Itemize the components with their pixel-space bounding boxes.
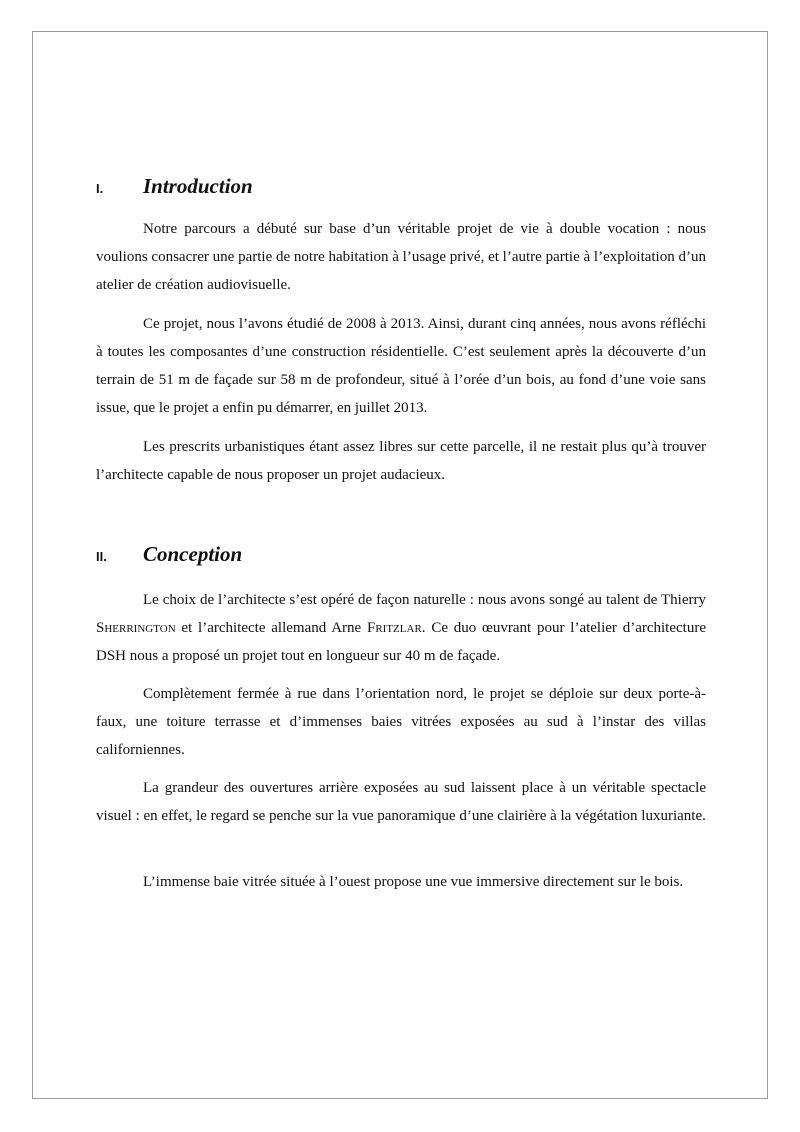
paragraph-text: Le choix de l’architecte s’est opéré de façon naturelle : nous avons songé au talent de Thierry <box>143 592 706 608</box>
paragraph <box>96 586 706 670</box>
paragraph: Ce projet, nous l’avons étudié de 2008 à 2013. Ainsi, durant cinq années, nous avons réfléchi à toutes les composantes d’une construction résidentielle. C’est seulement après la découverte d’un terrain de 51 m de façade sur 58 m de profondeur, situé à l’orée d’un bois, au fond d’une voie sans issue, que le projet a enfin pu démarrer, en juillet 2013. <box>96 316 706 416</box>
section-number: I. <box>96 181 104 196</box>
paragraph-text: . Ce duo œuvrant pour l’atelier d’architecture DSH nous a proposé un projet tout en longueur sur 40 m de façade. <box>96 620 706 664</box>
paragraph-text: et l’architecte allemand Arne <box>175 620 367 636</box>
section-heading-introduction <box>96 174 706 204</box>
person-name: Fritzlar <box>367 620 422 636</box>
paragraph: Notre parcours a débuté sur base d’un véritable projet de vie à double vocation : nous voulions consacrer une partie de notre habitation à l’usage privé, et l’autre partie à l’exploitation d’un atelier de création audiovisuelle. <box>96 221 706 293</box>
section-title: Introduction <box>143 174 253 198</box>
paragraph: Complètement fermée à rue dans l’orientation nord, le projet se déploie sur deux porte-à-faux, une toiture terrasse et d’immenses baies vitrées exposées au sud à l’instar des villas californiennes. <box>96 686 706 758</box>
paragraph: La grandeur des ouvertures arrière exposées au sud laissent place à un véritable spectacle visuel : en effet, le regard se penche sur la vue panoramique d’une clairière à la végétation luxuriante. <box>96 780 706 824</box>
paragraph: L’immense baie vitrée située à l’ouest propose une vue immersive directement sur le bois. <box>143 874 684 890</box>
person-name: Sherrington <box>96 620 176 636</box>
paragraph: Les prescrits urbanistiques étant assez libres sur cette parcelle, il ne restait plus qu’à trouver l’architecte capable de nous proposer un projet audacieux. <box>96 439 706 483</box>
section-heading-conception <box>96 542 706 572</box>
section-number: II. <box>96 549 107 564</box>
section-title: Conception <box>143 542 243 566</box>
